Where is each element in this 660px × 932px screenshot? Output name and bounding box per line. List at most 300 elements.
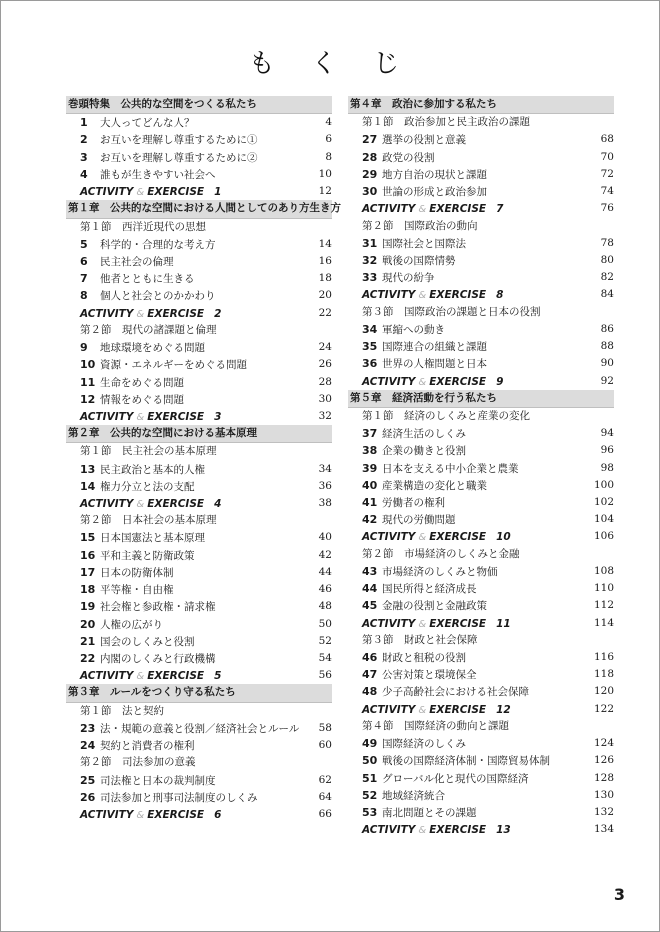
exercise-label: EXERCISE xyxy=(429,617,487,630)
entry-page: 4 xyxy=(325,116,332,129)
entry-title: お互いを理解し尊重するために② xyxy=(100,151,258,164)
toc-entry[interactable] xyxy=(66,598,332,615)
section-heading: 第２節 国際政治の動向 xyxy=(362,219,478,232)
entry-page: 112 xyxy=(593,599,614,612)
exercise-label: EXERCISE xyxy=(429,203,487,216)
toc-entry[interactable] xyxy=(348,321,614,338)
activity-exercise-entry[interactable] xyxy=(348,373,614,390)
activity-exercise-entry[interactable] xyxy=(66,408,332,425)
entry-page: 110 xyxy=(593,582,614,595)
toc-entry[interactable] xyxy=(348,666,614,683)
entry-title: 地域経済統合 xyxy=(382,789,445,802)
activity-label: ACTIVITY xyxy=(362,617,416,630)
entry-title: 司法参加と刑事司法制度のしくみ xyxy=(100,791,258,804)
entry-page: 102 xyxy=(593,496,614,509)
entry-title: 選挙の役割と意義 xyxy=(382,134,466,147)
entry-page: 74 xyxy=(600,185,614,198)
entry-title: 国際連合の組織と課題 xyxy=(382,341,487,354)
toc-entry[interactable] xyxy=(348,149,614,166)
activity-exercise-entry[interactable] xyxy=(66,183,332,200)
activity-label: ACTIVITY xyxy=(362,203,416,216)
activity-exercise-entry[interactable] xyxy=(66,495,332,512)
entry-number: 46 xyxy=(362,651,378,664)
activity-exercise-entry[interactable] xyxy=(348,701,614,718)
entry-page: 120 xyxy=(593,685,614,698)
entry-number: 39 xyxy=(362,461,378,475)
entry-page: 126 xyxy=(593,754,614,767)
entry-page: 30 xyxy=(318,392,332,405)
entry-number: 42 xyxy=(362,513,378,527)
entry-number: 26 xyxy=(80,790,96,804)
entry-number: 34 xyxy=(362,322,378,336)
entry-title: 産業構造の変化と職業 xyxy=(382,479,487,492)
entry-number: 16 xyxy=(80,548,96,562)
activity-exercise-entry[interactable] xyxy=(348,200,614,217)
ampersand: & xyxy=(136,499,145,511)
entry-page: 34 xyxy=(318,462,332,475)
entry-page: 78 xyxy=(600,236,614,249)
entry-title: 科学的・合理的な考え方 xyxy=(100,238,216,251)
entry-number: 52 xyxy=(362,788,378,802)
exercise-number: 9 xyxy=(496,375,504,388)
toc-entry[interactable] xyxy=(348,787,614,804)
toc-entry[interactable] xyxy=(348,597,614,614)
entry-page: 50 xyxy=(318,617,332,630)
entry-number: 17 xyxy=(80,565,96,579)
entry-page: 26 xyxy=(318,358,332,371)
entry-number: 32 xyxy=(362,253,378,267)
entry-number: 51 xyxy=(362,771,378,785)
ampersand: & xyxy=(418,204,427,216)
entry-title: 民主社会の倫理 xyxy=(100,255,174,268)
entry-number: 4 xyxy=(80,167,88,181)
activity-label: ACTIVITY xyxy=(80,808,134,821)
entry-page: 42 xyxy=(318,548,332,561)
entry-number: 53 xyxy=(362,805,378,819)
toc-entry[interactable] xyxy=(66,287,332,304)
toc-entry[interactable] xyxy=(66,461,332,478)
entry-page: 124 xyxy=(593,737,614,750)
entry-page: 62 xyxy=(318,773,332,786)
entry-page: 64 xyxy=(318,790,332,803)
entry-number: 7 xyxy=(80,272,88,286)
entry-page: 90 xyxy=(600,357,614,370)
toc-entry[interactable] xyxy=(66,391,332,408)
exercise-label: EXERCISE xyxy=(147,307,205,320)
entry-page: 52 xyxy=(318,634,332,647)
entry-title: 地球環境をめぐる問題 xyxy=(100,342,205,355)
exercise-number: 7 xyxy=(496,203,504,216)
chapter-heading: 第３章 ルールをつくり守る私たち xyxy=(66,684,332,702)
toc-entry[interactable] xyxy=(348,338,614,355)
toc-entry[interactable] xyxy=(348,355,614,372)
entry-title: 国際経済のしくみ xyxy=(382,738,466,751)
entry-number: 13 xyxy=(80,462,96,476)
entry-title: 個人と社会とのかかわり xyxy=(100,290,216,303)
entry-page: 130 xyxy=(593,788,614,801)
entry-page: 128 xyxy=(593,771,614,784)
section-heading: 第１節 法と契約 xyxy=(80,704,164,717)
entry-title: 少子高齢社会における社会保障 xyxy=(382,686,529,699)
entry-number: 31 xyxy=(362,236,378,250)
toc-entry[interactable] xyxy=(66,616,332,633)
toc-entry[interactable] xyxy=(348,183,614,200)
entry-page: 36 xyxy=(318,479,332,492)
entry-page: 6 xyxy=(325,133,332,146)
entry-number: 28 xyxy=(362,150,378,164)
entry-title: 労働者の権利 xyxy=(382,497,445,510)
entry-title: 国民所得と経済成長 xyxy=(382,583,477,596)
entry-title: 権力分立と法の支配 xyxy=(100,480,195,493)
toc-entry[interactable] xyxy=(348,269,614,286)
toc-entry[interactable] xyxy=(66,478,332,495)
entry-number: 19 xyxy=(80,600,96,614)
exercise-label: EXERCISE xyxy=(429,824,487,837)
entry-number: 1 xyxy=(80,116,88,130)
entry-page: 24 xyxy=(318,341,332,354)
entry-page: 108 xyxy=(593,564,614,577)
entry-page: 88 xyxy=(600,340,614,353)
page-number: 3 xyxy=(613,885,625,904)
entry-number: 12 xyxy=(80,392,96,406)
section-heading: 第１節 西洋近現代の思想 xyxy=(80,220,206,233)
ampersand: & xyxy=(136,308,145,320)
entry-page: 16 xyxy=(318,254,332,267)
toc-entry[interactable] xyxy=(66,650,332,667)
entry-title: 戦後の国際情勢 xyxy=(382,254,456,267)
exercise-number: 4 xyxy=(214,498,222,511)
page-title: も く じ xyxy=(248,49,414,79)
entry-number: 3 xyxy=(80,150,88,164)
entry-page: 84 xyxy=(600,288,614,301)
toc-entry[interactable] xyxy=(348,460,614,477)
exercise-label: EXERCISE xyxy=(429,531,487,544)
toc-entry[interactable] xyxy=(66,236,332,253)
toc-entry[interactable] xyxy=(66,131,332,148)
entry-title: 他者とともに生きる xyxy=(100,273,195,286)
toc-entry[interactable] xyxy=(348,752,614,769)
section-heading: 第２節 日本社会の基本原理 xyxy=(80,514,217,527)
entry-page: 22 xyxy=(318,306,332,319)
toc-entry[interactable] xyxy=(348,166,614,183)
entry-page: 18 xyxy=(318,272,332,285)
toc-entry[interactable] xyxy=(348,649,614,666)
entry-title: 情報をめぐる問題 xyxy=(100,393,184,406)
entry-page: 76 xyxy=(600,202,614,215)
entry-title: 政党の役割 xyxy=(382,151,435,164)
ampersand: & xyxy=(418,376,427,388)
entry-number: 6 xyxy=(80,254,88,268)
entry-number: 14 xyxy=(80,479,96,493)
entry-title: 法・規範の意義と役割／経済社会とルール xyxy=(100,722,300,735)
entry-page: 92 xyxy=(600,374,614,387)
entry-number: 49 xyxy=(362,737,378,751)
entry-page: 116 xyxy=(593,651,614,663)
entry-title: 現代の労働問題 xyxy=(382,514,456,527)
ampersand: & xyxy=(136,187,145,199)
toc-entry[interactable] xyxy=(348,804,614,821)
entry-page: 68 xyxy=(600,133,614,146)
toc-entry[interactable] xyxy=(66,789,332,806)
toc-entry[interactable] xyxy=(348,131,614,148)
entry-number: 9 xyxy=(80,341,88,355)
entry-title: 財政と租税の役割 xyxy=(382,652,466,664)
entry-page: 10 xyxy=(318,167,332,180)
toc-entry[interactable] xyxy=(348,477,614,494)
toc-entry[interactable] xyxy=(348,683,614,700)
entry-page: 54 xyxy=(318,652,332,664)
entry-number: 18 xyxy=(80,583,96,597)
entry-page: 38 xyxy=(318,497,332,510)
toc-entry[interactable] xyxy=(66,720,332,737)
entry-title: 軍縮への動き xyxy=(382,323,445,336)
entry-page: 20 xyxy=(318,289,332,302)
entry-page: 104 xyxy=(593,513,614,526)
entry-page: 114 xyxy=(593,616,614,629)
entry-number: 30 xyxy=(362,185,378,199)
entry-title: 国会のしくみと役割 xyxy=(100,635,195,648)
ampersand: & xyxy=(136,809,145,821)
entry-number: 21 xyxy=(80,634,96,648)
activity-exercise-entry[interactable] xyxy=(66,806,332,823)
entry-page: 14 xyxy=(318,237,332,250)
toc-entry[interactable] xyxy=(66,270,332,287)
exercise-label: EXERCISE xyxy=(429,375,487,388)
toc-entry[interactable] xyxy=(66,529,332,546)
activity-label: ACTIVITY xyxy=(80,670,134,683)
entry-page: 72 xyxy=(600,167,614,180)
exercise-label: EXERCISE xyxy=(147,808,205,821)
toc-entry[interactable] xyxy=(348,425,614,442)
entry-title: 内閣のしくみと行政機構 xyxy=(100,653,216,665)
toc-entry[interactable] xyxy=(66,737,332,754)
entry-title: 民主政治と基本的人権 xyxy=(100,463,205,476)
entry-title: 平等権・自由権 xyxy=(100,584,174,597)
entry-page: 80 xyxy=(600,253,614,266)
activity-label: ACTIVITY xyxy=(80,410,134,423)
exercise-number: 5 xyxy=(214,670,222,683)
entry-page: 32 xyxy=(318,409,332,422)
entry-number: 29 xyxy=(362,167,378,181)
entry-number: 48 xyxy=(362,685,378,699)
section-heading: 第４節 国際経済の動向と課題 xyxy=(362,719,509,732)
activity-label: ACTIVITY xyxy=(362,289,416,302)
entry-page: 8 xyxy=(325,150,332,163)
ampersand: & xyxy=(136,411,145,423)
entry-page: 66 xyxy=(318,807,332,820)
entry-number: 47 xyxy=(362,668,378,682)
entry-number: 25 xyxy=(80,773,96,787)
entry-title: 平和主義と防衛政策 xyxy=(100,549,195,562)
entry-title: 地方自治の現状と課題 xyxy=(382,168,487,181)
entry-page: 106 xyxy=(593,530,614,543)
chapter-heading: 第４章 政治に参加する私たち xyxy=(348,96,614,114)
entry-title: 企業の働きと役割 xyxy=(382,445,466,458)
entry-page: 82 xyxy=(600,271,614,284)
activity-exercise-entry[interactable] xyxy=(348,528,614,545)
activity-exercise-entry[interactable] xyxy=(348,286,614,303)
entry-page: 96 xyxy=(600,444,614,457)
section-heading: 第１節 民主社会の基本原理 xyxy=(80,445,217,458)
toc-entry[interactable] xyxy=(348,494,614,511)
entry-page: 44 xyxy=(318,565,332,578)
activity-label: ACTIVITY xyxy=(80,498,134,511)
activity-label: ACTIVITY xyxy=(362,703,416,716)
exercise-number: 11 xyxy=(496,617,511,630)
entry-title: 市場経済のしくみと物価 xyxy=(382,565,498,578)
entry-page: 132 xyxy=(593,805,614,818)
exercise-number: 6 xyxy=(214,808,222,821)
entry-number: 40 xyxy=(362,478,378,492)
entry-title: 戦後の国際経済体制・国際貿易体制 xyxy=(382,755,550,768)
entry-number: 35 xyxy=(362,340,378,354)
entry-number: 36 xyxy=(362,357,378,371)
entry-number: 43 xyxy=(362,564,378,578)
entry-page: 70 xyxy=(600,150,614,163)
section-heading: 第１節 経済のしくみと産業の変化 xyxy=(362,409,530,422)
ampersand: & xyxy=(418,618,427,630)
entry-title: 日本国憲法と基本原理 xyxy=(100,532,205,545)
exercise-number: 8 xyxy=(496,289,504,302)
entry-number: 44 xyxy=(362,582,378,596)
entry-page: 122 xyxy=(593,702,614,715)
entry-title: 世論の形成と政治参加 xyxy=(382,186,487,199)
entry-page: 12 xyxy=(318,185,332,198)
exercise-number: 3 xyxy=(214,410,222,423)
chapter-heading: 第２章 公共的な空間における基本原理 xyxy=(66,425,332,443)
entry-number: 20 xyxy=(80,617,96,631)
exercise-label: EXERCISE xyxy=(147,186,205,199)
chapter-heading: 巻頭特集 公共的な空間をつくる私たち xyxy=(66,96,332,114)
activity-label: ACTIVITY xyxy=(362,531,416,544)
activity-label: ACTIVITY xyxy=(80,186,134,199)
toc-entry[interactable] xyxy=(66,564,332,581)
entry-title: 司法権と日本の裁判制度 xyxy=(100,774,216,787)
entry-number: 15 xyxy=(80,531,96,545)
exercise-label: EXERCISE xyxy=(147,670,205,683)
activity-exercise-entry[interactable] xyxy=(66,305,332,322)
activity-exercise-entry[interactable] xyxy=(348,615,614,632)
toc-entry[interactable] xyxy=(66,772,332,789)
section-heading: 第１節 政治参加と民主政治の課題 xyxy=(362,116,530,129)
exercise-label: EXERCISE xyxy=(147,410,205,423)
activity-label: ACTIVITY xyxy=(362,375,416,388)
entry-number: 10 xyxy=(80,358,96,372)
toc-entry[interactable] xyxy=(66,166,332,183)
entry-page: 40 xyxy=(318,531,332,544)
exercise-label: EXERCISE xyxy=(429,289,487,302)
entry-number: 22 xyxy=(80,652,96,665)
entry-page: 118 xyxy=(593,668,614,681)
toc-entry[interactable] xyxy=(348,580,614,597)
entry-title: 公害対策と環境保全 xyxy=(382,669,477,682)
section-heading: 第２節 司法参加の意義 xyxy=(80,756,196,769)
entry-title: 金融の役割と金融政策 xyxy=(382,600,487,613)
exercise-label: EXERCISE xyxy=(147,498,205,511)
entry-title: お互いを理解し尊重するために① xyxy=(100,134,258,147)
entry-number: 33 xyxy=(362,271,378,285)
entry-page: 48 xyxy=(318,600,332,613)
toc-entry[interactable] xyxy=(66,253,332,270)
toc-entry[interactable] xyxy=(66,374,332,391)
toc-right-column xyxy=(348,96,614,838)
entry-page: 46 xyxy=(318,583,332,596)
toc-entry[interactable] xyxy=(66,339,332,356)
toc-entry[interactable] xyxy=(348,235,614,252)
entry-page: 134 xyxy=(593,823,614,836)
entry-number: 45 xyxy=(362,599,378,613)
activity-exercise-entry[interactable] xyxy=(66,667,332,684)
toc-entry[interactable] xyxy=(66,356,332,373)
ampersand: & xyxy=(136,671,145,683)
exercise-number: 10 xyxy=(496,531,511,544)
activity-label: ACTIVITY xyxy=(80,307,134,320)
entry-number: 27 xyxy=(362,133,378,147)
toc-entry[interactable] xyxy=(348,735,614,752)
entry-number: 11 xyxy=(80,375,96,389)
entry-page: 56 xyxy=(318,669,332,682)
entry-title: 資源・エネルギーをめぐる問題 xyxy=(100,359,247,372)
section-heading: 第３節 財政と社会保障 xyxy=(362,633,478,646)
activity-label: ACTIVITY xyxy=(362,824,416,837)
toc-entry[interactable] xyxy=(348,563,614,580)
entry-title: 大人ってどんな人？ xyxy=(100,117,195,130)
entry-title: 誰もが生きやすい社会へ xyxy=(100,168,216,181)
ampersand: & xyxy=(418,290,427,302)
entry-number: 8 xyxy=(80,289,88,303)
entry-page: 100 xyxy=(593,478,614,491)
exercise-number: 1 xyxy=(214,186,222,199)
entry-title: 日本を支える中小企業と農業 xyxy=(382,462,519,475)
entry-title: 経済生活のしくみ xyxy=(382,428,466,441)
entry-number: 5 xyxy=(80,237,88,251)
entry-number: 2 xyxy=(80,133,88,147)
entry-page: 60 xyxy=(318,739,332,752)
entry-page: 58 xyxy=(318,721,332,734)
entry-title: 人権の広がり xyxy=(100,618,163,631)
toc-entry[interactable] xyxy=(348,511,614,528)
ampersand: & xyxy=(418,532,427,544)
section-heading: 第２節 現代の諸課題と倫理 xyxy=(80,323,217,336)
toc-entry[interactable] xyxy=(66,633,332,650)
entry-number: 41 xyxy=(362,496,378,510)
exercise-number: 12 xyxy=(496,703,511,716)
entry-page: 28 xyxy=(318,375,332,388)
toc-entry[interactable] xyxy=(66,581,332,598)
entry-number: 37 xyxy=(362,427,378,441)
toc-entry[interactable] xyxy=(348,252,614,269)
toc-entry[interactable] xyxy=(348,442,614,459)
entry-title: 現代の紛争 xyxy=(382,272,435,285)
exercise-number: 2 xyxy=(214,307,222,320)
entry-number: 24 xyxy=(80,739,96,753)
toc-entry[interactable] xyxy=(66,149,332,166)
toc-left-column xyxy=(66,96,341,823)
entry-title: グローバル化と現代の国際経済 xyxy=(382,772,529,785)
entry-number: 38 xyxy=(362,444,378,458)
activity-exercise-entry[interactable] xyxy=(348,821,614,838)
entry-number: 23 xyxy=(80,721,96,735)
entry-title: 世界の人権問題と日本 xyxy=(382,358,487,371)
entry-title: 生命をめぐる問題 xyxy=(100,376,184,389)
entry-title: 日本の防衛体制 xyxy=(100,566,174,579)
exercise-number: 13 xyxy=(496,824,511,837)
section-heading: 第２節 市場経済のしくみと金融 xyxy=(362,547,520,560)
toc-entry[interactable] xyxy=(348,770,614,787)
toc-entry[interactable] xyxy=(66,547,332,564)
toc-entry[interactable] xyxy=(66,114,332,131)
section-heading: 第３節 国際政治の課題と日本の役割 xyxy=(362,305,541,318)
